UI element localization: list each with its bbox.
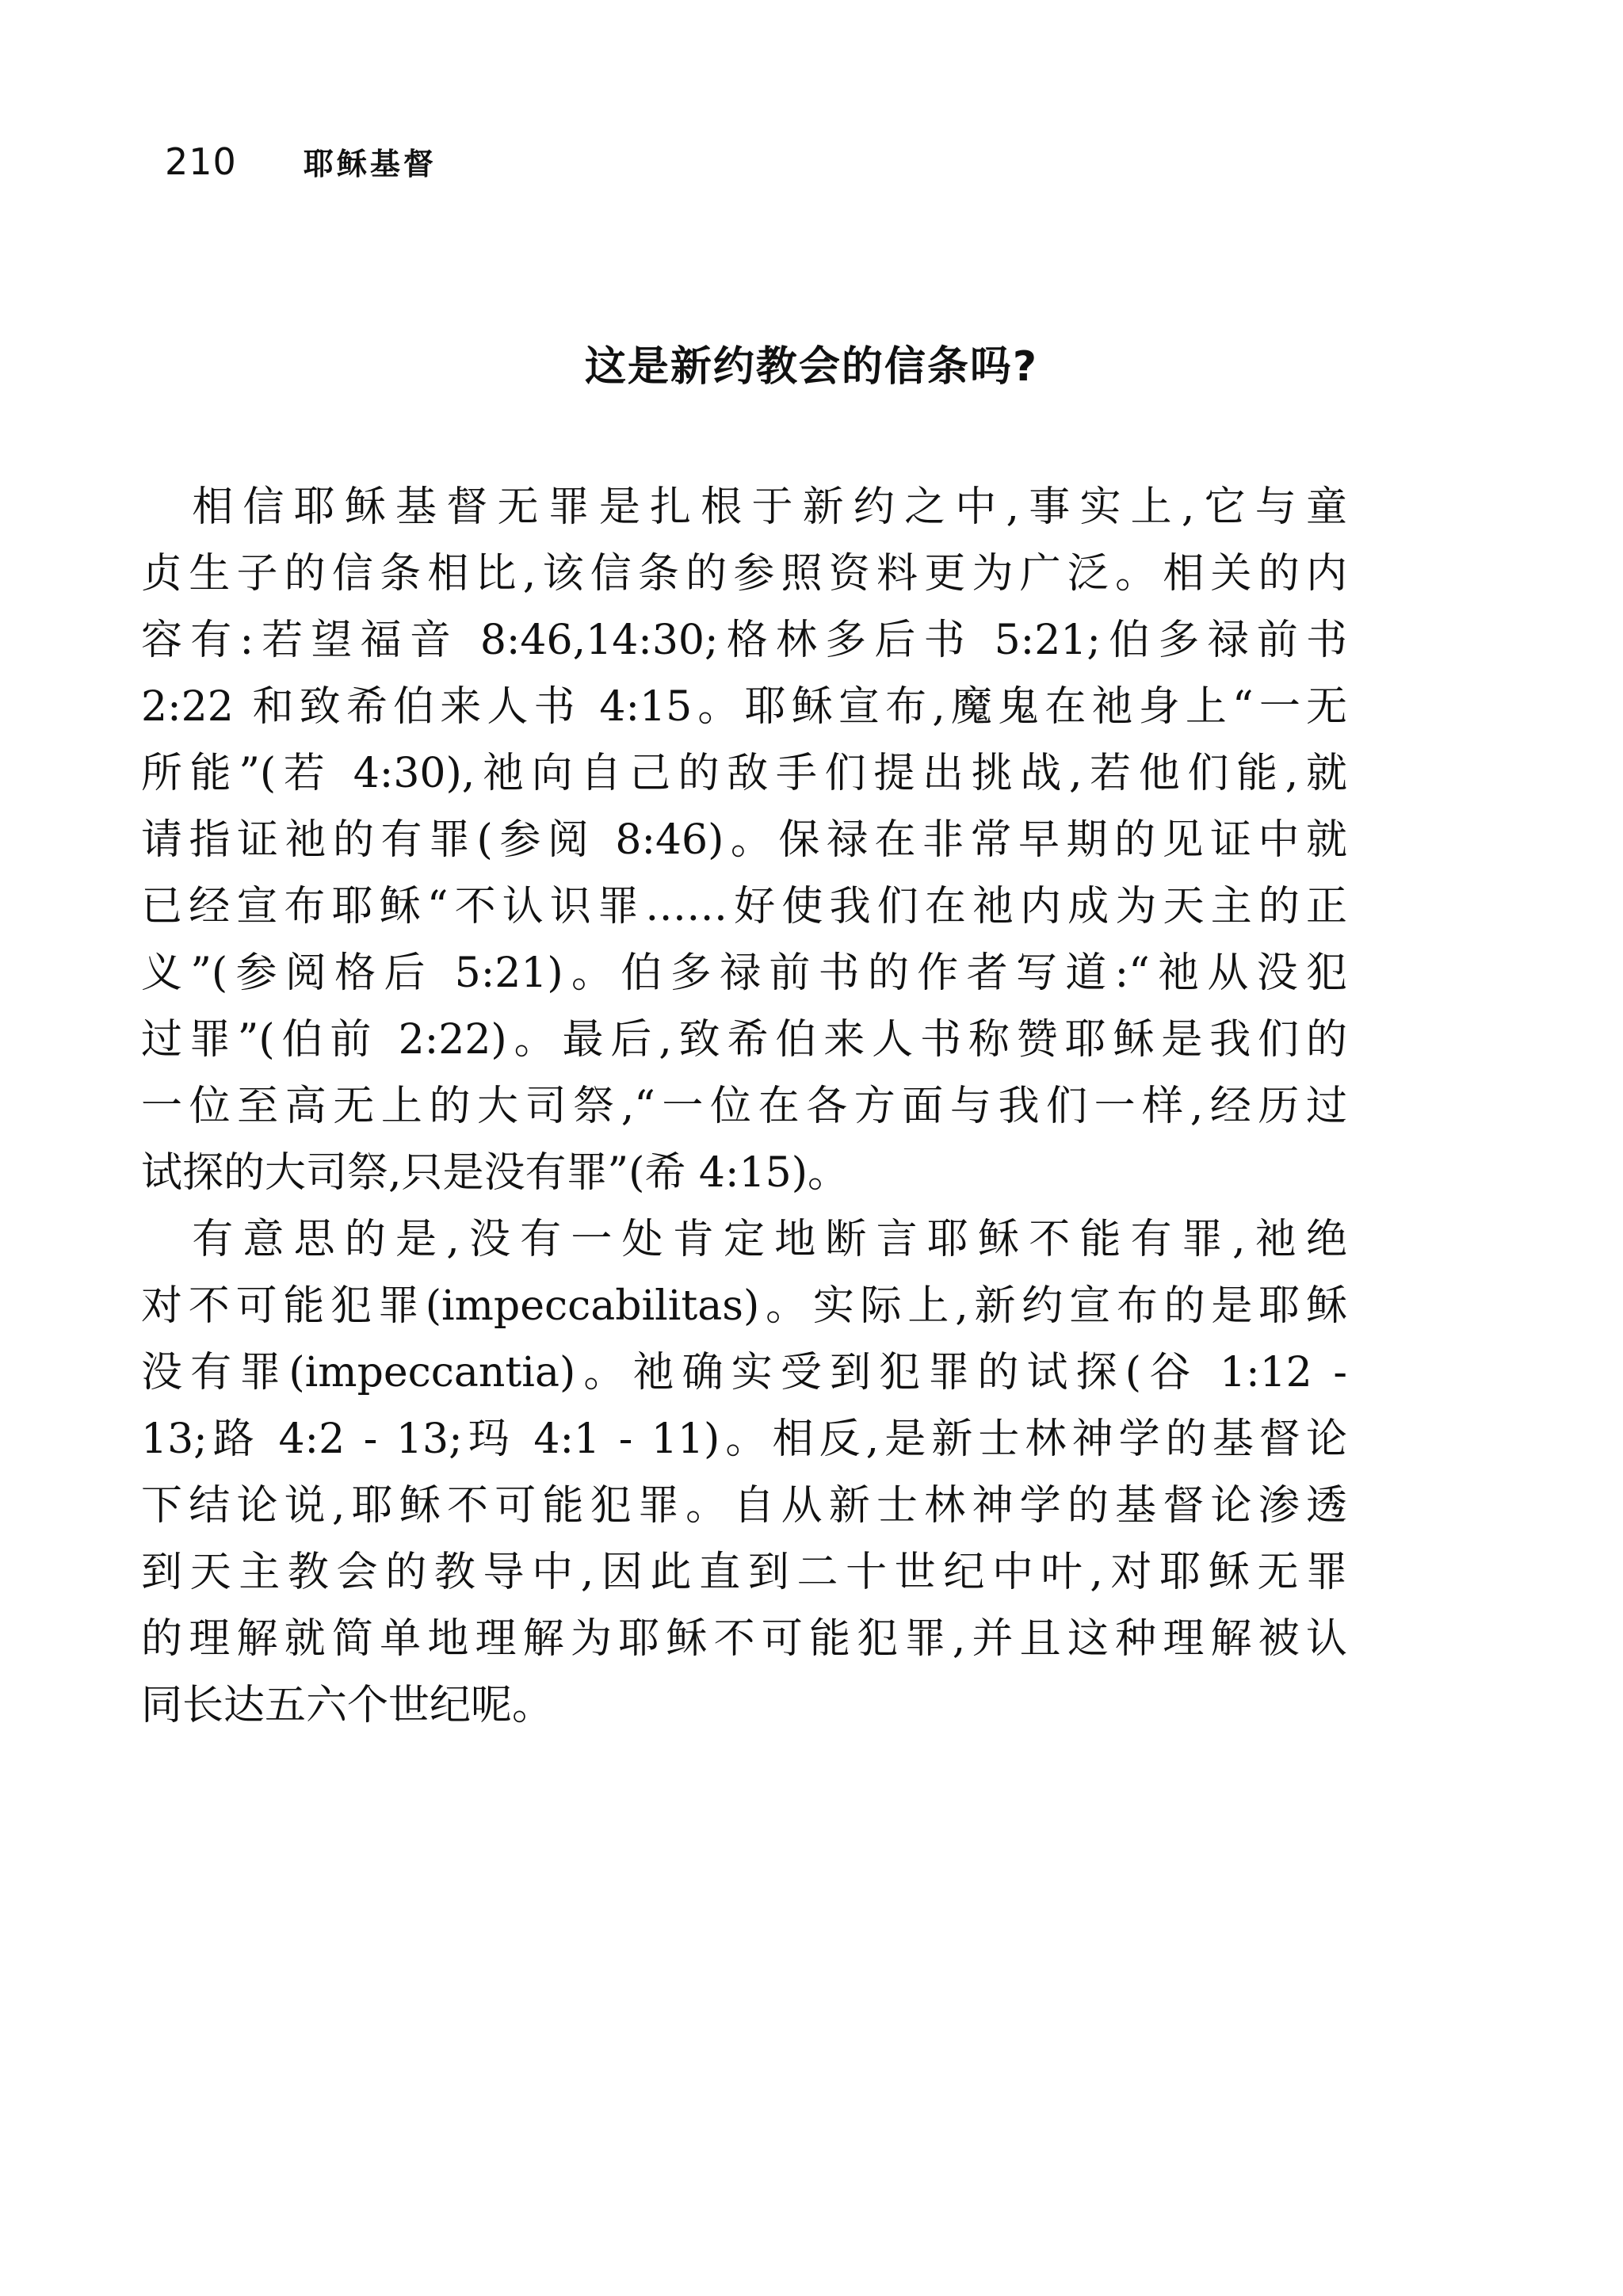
text-line: 没有罪(impeccantia)。祂确实受到犯罪的试探(谷 1:12 -	[141, 1349, 1347, 1396]
text-line: 容有:若望福音 8:46,14:30;格林多后书 5:21;伯多禄前书	[141, 617, 1347, 664]
text-line: 的理解就简单地理解为耶稣不可能犯罪,并且这种理解被认	[141, 1615, 1347, 1663]
text-line: 13;路 4:2 - 13;玛 4:1 - 11)。相反,是新士林神学的基督论	[141, 1415, 1347, 1463]
body-text	[141, 474, 1347, 1739]
text-line: 同长达五六个世纪呢。	[141, 1682, 554, 1729]
text-line: 请指证祂的有罪(参阅 8:46)。保禄在非常早期的见证中就	[141, 816, 1347, 864]
text-line: 一位至高无上的大司祭,“一位在各方面与我们一样,经历过	[141, 1083, 1347, 1130]
section-title: 这是新约教会的信条吗?	[584, 343, 1039, 391]
text-line: 有意思的是,没有一处肯定地断言耶稣不能有罪,祂绝	[141, 1216, 1347, 1263]
text-line: 对不可能犯罪(impeccabilitas)。实际上,新约宣布的是耶稣	[141, 1282, 1347, 1330]
text-line: 到天主教会的教导中,因此直到二十世纪中叶,对耶稣无罪	[141, 1549, 1347, 1596]
page-header	[165, 139, 437, 187]
text-line: 过罪”(伯前 2:22)。最后,致希伯来人书称赞耶稣是我们的	[141, 1016, 1347, 1064]
page-number: 210	[165, 140, 237, 183]
text-line: 义”(参阅格后 5:21)。伯多禄前书的作者写道:“祂从没犯	[141, 949, 1347, 997]
text-line: 下结论说,耶稣不可能犯罪。自从新士林神学的基督论渗透	[141, 1482, 1347, 1530]
text-line: 贞生子的信条相比,该信条的参照资料更为广泛。相关的内	[141, 550, 1347, 598]
text-line: 相信耶稣基督无罪是扎根于新约之中,事实上,它与童	[141, 483, 1347, 531]
text-line: 2:22 和致希伯来人书 4:15。耶稣宣布,魔鬼在祂身上“一无	[141, 683, 1347, 731]
text-line: 试探的大司祭,只是没有罪”(希 4:15)。	[141, 1149, 849, 1197]
text-line: 已经宣布耶稣“不认识罪……好使我们在祂内成为天主的正	[141, 883, 1347, 930]
running-title: 耶稣基督	[303, 146, 437, 181]
text-line: 所能”(若 4:30),祂向自己的敌手们提出挑战,若他们能,就	[141, 750, 1347, 797]
